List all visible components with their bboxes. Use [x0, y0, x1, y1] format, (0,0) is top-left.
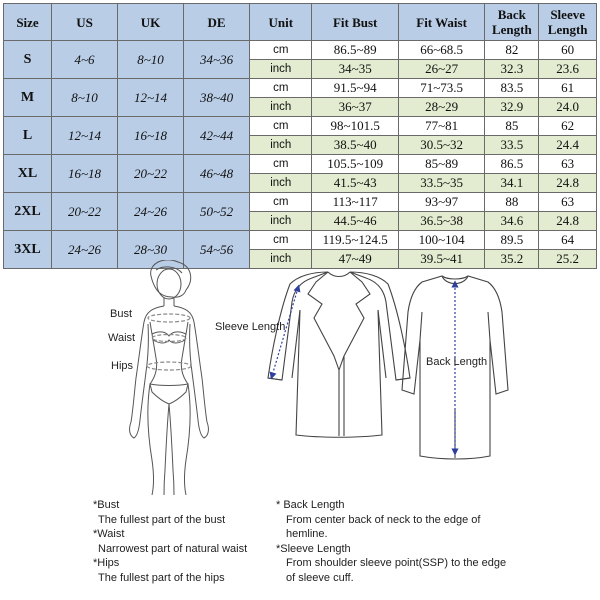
header-fit-waist: Fit Waist: [398, 4, 484, 41]
header-unit: Unit: [250, 4, 312, 41]
unit-cell: inch: [250, 136, 312, 155]
unit-cell: inch: [250, 174, 312, 193]
header-size: Size: [4, 4, 52, 41]
sleeve-length-cell: 60: [539, 41, 597, 60]
size-cell: XL: [4, 155, 52, 193]
table-row: [4, 193, 597, 212]
note-term: *Sleeve Length: [276, 542, 351, 555]
table-row: [4, 231, 597, 250]
sleeve-length-label: Sleeve Length: [215, 321, 286, 333]
fit-bust-cell: 86.5~89: [312, 41, 398, 60]
fit-bust-cell: 41.5~43: [312, 174, 398, 193]
us-size-cell: 12~14: [52, 117, 118, 155]
note-definition: of sleeve cuff.: [286, 571, 354, 584]
size-cell: S: [4, 41, 52, 79]
fit-bust-cell: 98~101.5: [312, 117, 398, 136]
us-size-cell: 20~22: [52, 193, 118, 231]
note-definition: The fullest part of the hips: [98, 571, 225, 584]
fit-waist-cell: 93~97: [398, 193, 484, 212]
de-size-cell: 38~40: [184, 79, 250, 117]
header-sleeve-length: Sleeve Length: [539, 4, 597, 41]
note-definition: hemline.: [286, 528, 328, 540]
de-size-cell: 34~36: [184, 41, 250, 79]
bust-label: Bust: [110, 308, 133, 320]
back-length-cell: 86.5: [485, 155, 539, 174]
body-measure-notes: [93, 498, 247, 585]
fit-waist-cell: 26~27: [398, 60, 484, 79]
fit-bust-cell: 47~49: [312, 250, 398, 269]
size-cell: 3XL: [4, 231, 52, 269]
coat-front-drawing: [268, 272, 410, 437]
sleeve-length-cell: 62: [539, 117, 597, 136]
sleeve-length-cell: 25.2: [539, 250, 597, 269]
unit-cell: cm: [250, 79, 312, 98]
unit-cell: cm: [250, 41, 312, 60]
note-term: *Bust: [93, 499, 120, 511]
header-back-length: Back Length: [485, 4, 539, 41]
us-size-cell: 24~26: [52, 231, 118, 269]
size-cell: M: [4, 79, 52, 117]
back-length-cell: 88: [485, 193, 539, 212]
unit-cell: cm: [250, 231, 312, 250]
de-size-cell: 46~48: [184, 155, 250, 193]
bust-line: [148, 314, 190, 322]
table-row: [4, 155, 597, 174]
back-length-cell: 35.2: [485, 250, 539, 269]
fit-waist-cell: 39.5~41: [398, 250, 484, 269]
fit-bust-cell: 105.5~109: [312, 155, 398, 174]
note-definition: Narrowest part of natural waist: [98, 542, 248, 555]
uk-size-cell: 20~22: [118, 155, 184, 193]
back-length-cell: 34.1: [485, 174, 539, 193]
back-length-cell: 82: [485, 41, 539, 60]
de-size-cell: 50~52: [184, 193, 250, 231]
header-us: US: [52, 4, 118, 41]
size-chart-table: [3, 3, 597, 269]
fit-waist-cell: 77~81: [398, 117, 484, 136]
back-length-cell: 85: [485, 117, 539, 136]
note-term: *Waist: [93, 528, 125, 540]
hips-label: Hips: [111, 360, 134, 372]
fit-bust-cell: 38.5~40: [312, 136, 398, 155]
table-row: [4, 79, 597, 98]
table-row: [4, 117, 597, 136]
note-definition: From shoulder sleeve point(SSP) to the edge: [286, 557, 507, 569]
fit-waist-cell: 71~73.5: [398, 79, 484, 98]
back-length-cell: 89.5: [485, 231, 539, 250]
fit-waist-cell: 28~29: [398, 98, 484, 117]
note-definition: From center back of neck to the edge of: [286, 513, 481, 526]
back-length-cell: 32.9: [485, 98, 539, 117]
note-definition: The fullest part of the bust: [98, 513, 226, 526]
unit-cell: inch: [250, 212, 312, 231]
fit-bust-cell: 34~35: [312, 60, 398, 79]
de-size-cell: 54~56: [184, 231, 250, 269]
note-term: *Hips: [93, 557, 120, 569]
fit-waist-cell: 66~68.5: [398, 41, 484, 60]
unit-cell: cm: [250, 193, 312, 212]
us-size-cell: 4~6: [52, 41, 118, 79]
body-figure: [130, 260, 209, 495]
uk-size-cell: 28~30: [118, 231, 184, 269]
us-size-cell: 8~10: [52, 79, 118, 117]
sleeve-length-cell: 63: [539, 155, 597, 174]
unit-cell: cm: [250, 155, 312, 174]
fit-waist-cell: 36.5~38: [398, 212, 484, 231]
table-row: [4, 41, 597, 60]
us-size-cell: 16~18: [52, 155, 118, 193]
uk-size-cell: 24~26: [118, 193, 184, 231]
fit-waist-cell: 100~104: [398, 231, 484, 250]
back-length-cell: 83.5: [485, 79, 539, 98]
fit-waist-cell: 30.5~32: [398, 136, 484, 155]
header-fit-bust: Fit Bust: [312, 4, 398, 41]
fit-waist-cell: 85~89: [398, 155, 484, 174]
size-cell: L: [4, 117, 52, 155]
uk-size-cell: 16~18: [118, 117, 184, 155]
unit-cell: inch: [250, 60, 312, 79]
de-size-cell: 42~44: [184, 117, 250, 155]
uk-size-cell: 12~14: [118, 79, 184, 117]
note-term: * Back Length: [276, 499, 345, 511]
sleeve-length-cell: 23.6: [539, 60, 597, 79]
header-uk: UK: [118, 4, 184, 41]
waist-label: Waist: [108, 332, 136, 344]
fit-bust-cell: 91.5~94: [312, 79, 398, 98]
back-length-cell: 33.5: [485, 136, 539, 155]
back-length-cell: 34.6: [485, 212, 539, 231]
sleeve-length-cell: 63: [539, 193, 597, 212]
size-cell: 2XL: [4, 193, 52, 231]
sleeve-length-cell: 24.8: [539, 212, 597, 231]
fit-bust-cell: 113~117: [312, 193, 398, 212]
sleeve-length-cell: 24.4: [539, 136, 597, 155]
fit-bust-cell: 44.5~46: [312, 212, 398, 231]
uk-size-cell: 8~10: [118, 41, 184, 79]
garment-measure-notes: [276, 498, 506, 585]
fit-waist-cell: 33.5~35: [398, 174, 484, 193]
unit-cell: inch: [250, 250, 312, 269]
sleeve-length-cell: 24.8: [539, 174, 597, 193]
unit-cell: inch: [250, 98, 312, 117]
hips-line: [147, 362, 191, 370]
fit-bust-cell: 119.5~124.5: [312, 231, 398, 250]
measurement-drawings: [0, 260, 600, 495]
fit-bust-cell: 36~37: [312, 98, 398, 117]
sleeve-length-cell: 64: [539, 231, 597, 250]
unit-cell: cm: [250, 117, 312, 136]
sleeve-length-cell: 61: [539, 79, 597, 98]
back-length-label: Back Length: [426, 356, 488, 368]
sleeve-length-cell: 24.0: [539, 98, 597, 117]
header-de: DE: [184, 4, 250, 41]
table-header-row: [4, 4, 597, 41]
measurement-illustrations: [0, 260, 600, 495]
back-length-cell: 32.3: [485, 60, 539, 79]
